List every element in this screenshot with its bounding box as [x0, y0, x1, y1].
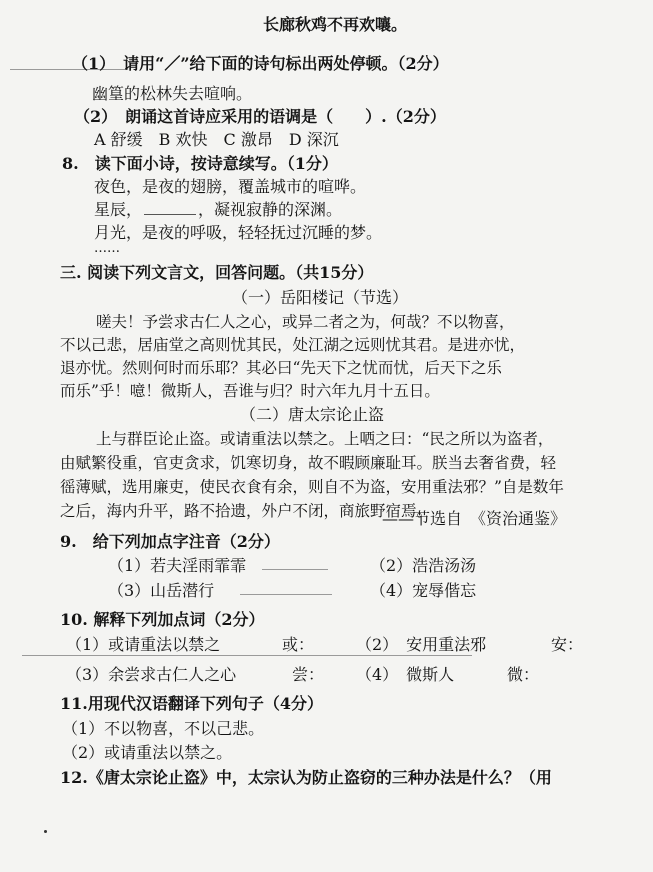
source-citation: ——节选自 《资治通鉴》 — [382, 509, 567, 528]
q9-title: 9. 给下列加点字注音（2分） — [60, 532, 280, 551]
text2-para-line4: 之后，海内升平，路不拾遗，外户不闭，商旅野宿焉。 — [60, 502, 433, 520]
text1-para-line2: 不以己悲，居庙堂之高则忧其民，处江湖之远则忧其君。是进亦忧， — [60, 336, 526, 354]
text2-para-line3: 徭薄赋，选用廉吏，使民衣食有余，则自不为盗，安用重法邪？”自是数年 — [60, 478, 564, 496]
scan-speck — [44, 830, 47, 833]
q10-item3-answer: 尝： — [292, 665, 325, 684]
q8-ellipsis: …… — [94, 241, 120, 256]
text1-para-line3: 退亦忧。然则何时而乐耶？其必曰“先天下之忧而忧，后天下之乐 — [60, 359, 502, 377]
text1-title: （一）岳阳楼记（节选） — [232, 288, 409, 307]
q11-title: 11.用现代汉语翻译下列句子（4分） — [60, 694, 323, 713]
q9-item2: （2）浩浩汤汤 — [370, 556, 477, 575]
text2-para-line1: 上与群臣论止盗。或请重法以禁之。上哂之曰：“民之所以为盗者， — [96, 430, 554, 448]
q9-item1: （1）若夫淫雨霏霏 — [108, 556, 247, 575]
q10-item3: （3）余尝求古仁人之心 — [66, 665, 237, 684]
q8-line2-end: ，凝视寂静的深渊。 — [198, 200, 343, 219]
q10-item2: （2） 安用重法邪 — [356, 635, 487, 654]
q11-item2: （2）或请重法以禁之。 — [62, 743, 233, 762]
q10-title: 10. 解释下列加点词（2分） — [60, 610, 265, 629]
section3-title: 三. 阅读下列文言文，回答问题。（共15分） — [60, 263, 374, 282]
q9-item3: （3）山岳潜行 — [108, 581, 215, 600]
q8-line1: 夜色，是夜的翅膀，覆盖城市的喧哗。 — [94, 177, 367, 196]
q8-title: 8. 读下面小诗，按诗意续写。（1分） — [62, 154, 338, 173]
q10-item1: （1）或请重法以禁之 — [66, 635, 221, 654]
q12-title: 12.《唐太宗论止盗》中，太宗认为防止盗窃的三种办法是什么？（用 — [60, 768, 552, 787]
q7-part1-verse: 幽篁的松林失去喧响。 — [92, 84, 253, 103]
q10-item4: （4） 微斯人 — [356, 665, 455, 684]
q11-item1: （1）不以物喜，不以己悲。 — [62, 719, 265, 738]
q7-part1: （1） 请用“／”给下面的诗句标出两处停顿。（2分） — [72, 54, 449, 73]
text1-para-line4: 而乐”乎！噫！微斯人，吾谁与归？时六年九月十五日。 — [60, 382, 440, 400]
text1-para-line1: 嗟夫！予尝求古仁人之心，或异二者之为，何哉？不以物喜， — [96, 313, 515, 331]
q10-item1-answer: 或： — [282, 635, 315, 654]
q8-answer-blank[interactable] — [144, 200, 196, 215]
q9-item4: （4）宠辱偕忘 — [370, 581, 477, 600]
q7-options: A 舒缓 B 欢快 C 激昂 D 深沉 — [94, 130, 339, 149]
poem-last-line: 长廊秋鸡不再欢嚷。 — [263, 15, 408, 34]
q8-line3: 月光，是夜的呼吸，轻轻抚过沉睡的梦。 — [94, 223, 383, 242]
q9-answer-line — [262, 569, 328, 570]
divider-line — [22, 655, 472, 656]
q10-item2-answer: 安： — [551, 635, 584, 654]
q10-item4-answer: 微： — [507, 665, 540, 684]
q8-line2-start: 星辰， — [94, 200, 143, 219]
text2-para-line2: 由赋繁役重，官吏贪求，饥寒切身，故不暇顾廉耻耳。朕当去奢省费，轻 — [60, 454, 557, 472]
text2-title: （二）唐太宗论止盗 — [240, 405, 385, 424]
q7-part2: （2） 朗诵这首诗应采用的语调是（ ）.（2分） — [74, 107, 446, 126]
q8-line2 — [94, 199, 342, 221]
q9-answer-line — [240, 594, 332, 595]
